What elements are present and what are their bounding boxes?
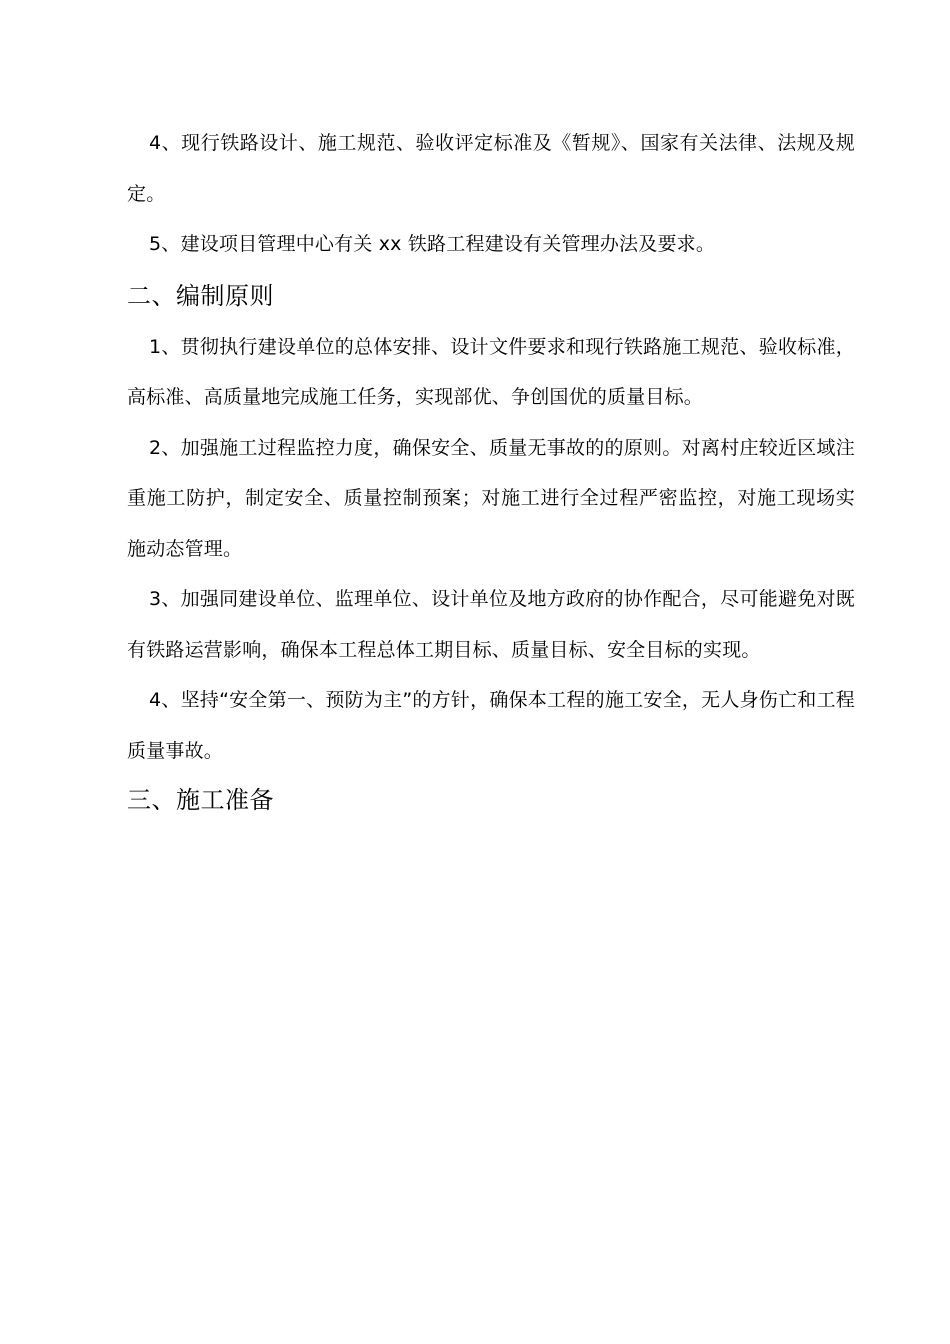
section-heading-construction-preparation: 三、施工准备 — [127, 786, 274, 814]
paragraph-principle-3: 3、加强同建设单位、监理单位、设计单位及地方政府的协作配合，尽可能避免对既有铁路运营影响，确保本工程总体工期目标、质量目标、安全目标的实现。 — [127, 588, 855, 661]
document-content — [127, 118, 855, 826]
paragraph-principle-1: 1、贯彻执行建设单位的总体安排、设计文件要求和现行铁路施工规范、验收标准，高标准、高质量地完成施工任务，实现部优、争创国优的质量目标。 — [127, 335, 855, 408]
paragraph-principle-2: 2、加强施工过程监控力度，确保安全、质量无事故的的原则。对离村庄较近区域注重施工防护，制定安全、质量控制预案；对施工进行全过程严密监控，对施工现场实施动态管理。 — [127, 436, 855, 560]
paragraph-principle-4: 4、坚持“安全第一、预防为主”的方针，确保本工程的施工安全，无人身伤亡和工程质量事故。 — [127, 689, 855, 762]
paragraph-basis-4: 4、现行铁路设计、施工规范、验收评定标准及《暂规》、国家有关法律、法规及规定。 — [127, 132, 855, 205]
section-heading-compilation-principles: 二、编制原则 — [127, 281, 274, 310]
paragraph-basis-5: 5、建设项目管理中心有关 xx 铁路工程建设有关管理办法及要求。 — [149, 233, 716, 255]
